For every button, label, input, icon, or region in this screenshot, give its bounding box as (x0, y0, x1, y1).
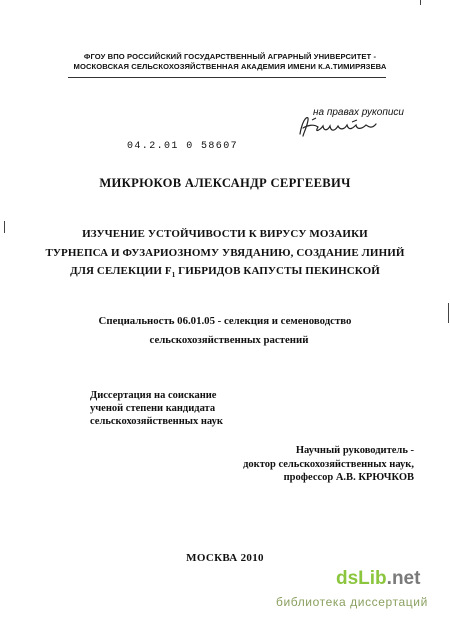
degree-statement (90, 389, 223, 428)
registration-number: 04.2.01 0 58607 (127, 141, 239, 152)
title-line-3 (0, 262, 450, 285)
advisor-line-3: профессор А.В. КРЮЧКОВ (283, 472, 414, 483)
watermark-subtitle: библиотека диссертаций (276, 595, 428, 609)
title-line-3-sub: 1 (171, 271, 176, 280)
advisor-line-2: доктор сельскохозяйственных наук, (243, 458, 414, 470)
title-line-3-post: ГИБРИДОВ КАПУСТЫ ПЕКИНСКОЙ (175, 265, 380, 277)
institution-line-1: ФГОУ ВПО РОССИЙСКИЙ ГОСУДАРСТВЕННЫЙ АГРАРНЫЙ УНИВЕРСИТЕТ - (83, 52, 377, 61)
dissertation-title (0, 225, 450, 285)
signature-drawing (294, 112, 384, 142)
rights-note: на правах рукописи (313, 107, 404, 118)
institution-line-2: МОСКОВСКАЯ СЕЛЬСКОХОЗЯЙСТВЕННАЯ АКАДЕМИЯ ИМЕНИ К.А.ТИМИРЯЗЕВА (73, 62, 387, 71)
header-rule (68, 77, 386, 78)
degree-line-3: сельскохозяйственных наук (90, 416, 223, 427)
watermark-logo-main: dsLib (336, 568, 387, 589)
scan-mark (420, 0, 421, 5)
city-year: МОСКВА 2010 (186, 552, 264, 564)
specialty-line-1: Специальность 06.01.05 - селекция и семеноводство (98, 315, 352, 327)
scientific-advisor (0, 444, 414, 485)
title-line-2: ТУРНЕПСА И ФУЗАРИОЗНОМУ УВЯДАНИЮ, СОЗДАНИЕ ЛИНИЙ (45, 246, 405, 259)
title-line-1: ИЗУЧЕНИЕ УСТОЙЧИВОСТИ К ВИРУСУ МОЗАИКИ (82, 228, 368, 240)
institution-header (30, 52, 430, 72)
watermark-logo-tld: .net (386, 568, 421, 589)
degree-line-1: Диссертация на соискание (90, 390, 217, 401)
watermark-logo (336, 568, 420, 590)
specialty-line-2: сельскохозяйственных растений (149, 334, 309, 346)
signature (294, 112, 384, 147)
author-name: МИКРЮКОВ АЛЕКСАНДР СЕРГЕЕВИЧ (99, 176, 351, 190)
specialty (0, 312, 450, 350)
advisor-line-1: Научный руководитель - (295, 445, 414, 456)
degree-line-2: ученой степени кандидата (90, 403, 216, 414)
title-line-3-pre: ДЛЯ СЕЛЕКЦИИ F (70, 265, 172, 277)
